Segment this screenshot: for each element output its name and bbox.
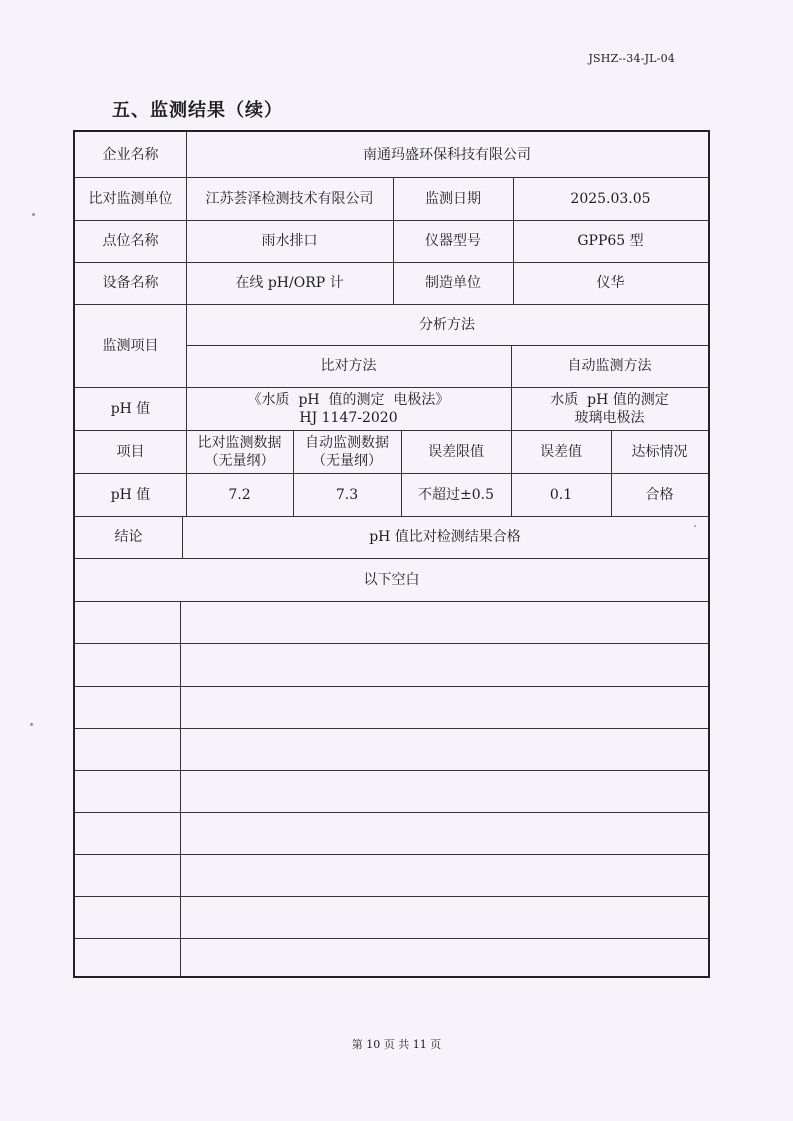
row-divider bbox=[75, 770, 708, 771]
scan-speck bbox=[30, 723, 33, 726]
row-divider bbox=[75, 728, 708, 729]
auto-method-electrode: 玻璃电极法 bbox=[574, 409, 645, 426]
compare-value: 7.2 bbox=[228, 486, 251, 503]
auto-method-header: 自动监测方法 bbox=[567, 358, 652, 374]
row-divider bbox=[75, 812, 708, 813]
manufacturer-label: 制造单位 bbox=[425, 275, 481, 291]
point-value: 雨水排口 bbox=[261, 233, 318, 249]
conclusion-label: 结论 bbox=[114, 529, 143, 545]
monitor-date-label: 监测日期 bbox=[425, 190, 481, 207]
item-column-header: 项目 bbox=[116, 443, 145, 460]
compliance-status: 合格 bbox=[645, 486, 674, 503]
status-column-header: 达标情况 bbox=[631, 443, 688, 460]
instrument-model-label: 仪器型号 bbox=[425, 233, 481, 249]
section-title: 五、监测结果（续） bbox=[112, 100, 283, 121]
point-label: 点位名称 bbox=[102, 233, 159, 249]
analysis-method-header: 分析方法 bbox=[419, 316, 475, 333]
row-divider bbox=[75, 854, 708, 855]
row-divider bbox=[75, 686, 708, 687]
row-divider bbox=[75, 643, 708, 644]
page-number: 第 10 页 共 11 页 bbox=[351, 1038, 442, 1051]
blank-marker: 以下空白 bbox=[363, 571, 420, 588]
compare-method-header: 比对方法 bbox=[320, 358, 377, 374]
scan-speck bbox=[32, 213, 35, 216]
auto-value: 7.3 bbox=[335, 486, 359, 503]
device-label: 设备名称 bbox=[102, 275, 159, 291]
error-column-header: 误差值 bbox=[540, 443, 582, 460]
limit-column-header: 误差限值 bbox=[428, 443, 484, 460]
monitor-date-value: 2025.03.05 bbox=[570, 190, 651, 207]
row-divider bbox=[75, 601, 708, 602]
compare-unit-value: 江苏荟泽检测技术有限公司 bbox=[205, 190, 374, 207]
device-value: 在线 pH/ORP 计 bbox=[235, 275, 344, 291]
company-label: 企业名称 bbox=[102, 146, 159, 163]
conclusion-value: pH 值比对检测结果合格 bbox=[369, 529, 521, 545]
auto-data-column-header: 自动监测数据（无量纲） bbox=[305, 434, 389, 469]
row-divider bbox=[75, 938, 708, 939]
results-table bbox=[73, 130, 710, 978]
manufacturer-value: 仪华 bbox=[596, 275, 625, 291]
row-divider bbox=[75, 896, 708, 897]
scan-speck bbox=[694, 525, 696, 527]
compare-method-cell bbox=[186, 387, 511, 430]
monitor-item-label: 监测项目 bbox=[102, 337, 159, 354]
error-limit-value: 不超过±0.5 bbox=[418, 486, 494, 503]
compare-method-standard: 《水质 pH 值的测定 电极法》 bbox=[247, 391, 450, 408]
column-divider bbox=[180, 601, 181, 976]
compare-data-column-header: 比对监测数据（无量纲） bbox=[197, 434, 282, 469]
auto-method-standard: 水质 pH 值的测定 bbox=[550, 391, 669, 408]
document-number: JSHZ--34-JL-04 bbox=[588, 52, 675, 65]
instrument-model-value: GPP65 型 bbox=[577, 233, 644, 249]
ph-method-label: pH 值 bbox=[110, 400, 151, 417]
auto-method-cell bbox=[511, 387, 708, 430]
compare-unit-label: 比对监测单位 bbox=[88, 190, 173, 207]
result-item: pH 值 bbox=[110, 486, 151, 503]
company-value: 南通玛盛环保科技有限公司 bbox=[363, 146, 531, 163]
error-value: 0.1 bbox=[549, 486, 573, 503]
compare-method-code: HJ 1147-2020 bbox=[299, 409, 398, 426]
